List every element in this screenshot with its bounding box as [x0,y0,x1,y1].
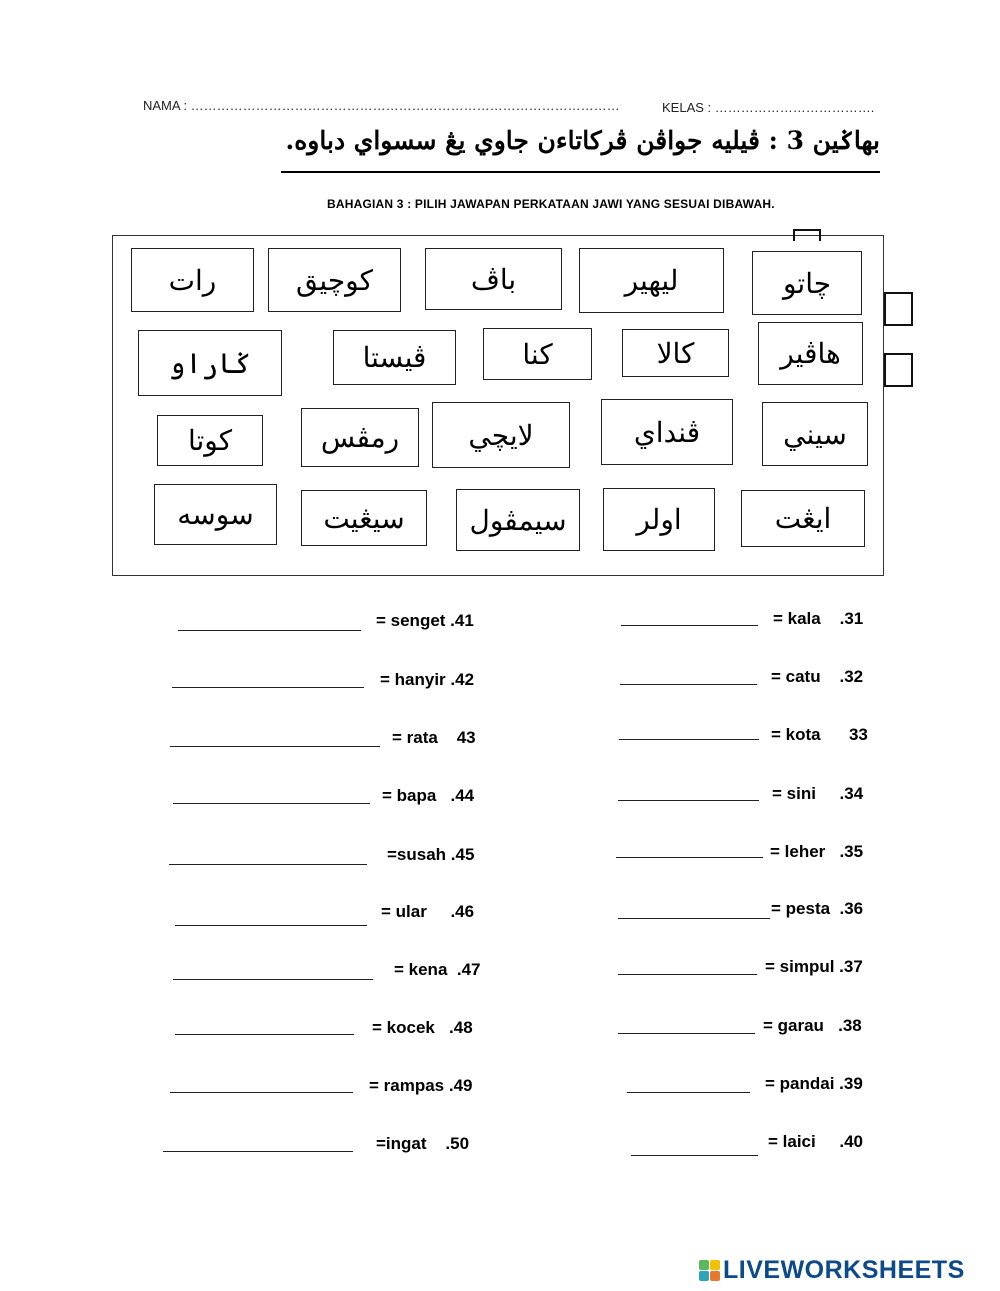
word-bank-item: چاتو [752,251,862,315]
word-bank-item: سيني [762,402,868,466]
question-50: =ingat .50 [376,1134,470,1153]
question-32: = catu .32 [771,667,864,686]
question-45: =susah .45 [387,845,475,864]
answer-input-47[interactable] [173,979,373,980]
word-bank-item: رات [131,248,254,312]
word-bank-item: کالا [622,329,729,377]
question-39: = pandai .39 [765,1074,863,1093]
answer-input-41[interactable] [178,630,361,631]
question-47: = kena .47 [394,960,481,979]
question-48: = kocek .48 [372,1018,473,1037]
question-36: = pesta .36 [771,899,864,918]
answer-input-50[interactable] [163,1151,353,1152]
answer-input-46[interactable] [175,925,367,926]
question-31: = kala .31 [773,609,864,628]
word-bank-item: کنا [483,328,592,380]
liveworksheets-logo-text: LIVEWORKSHEETS [723,1256,965,1284]
question-33: = kota 33 [771,725,868,744]
answer-input-45[interactable] [169,864,367,865]
word-bank-item: سوسه [154,484,277,545]
question-46: = ular .46 [381,902,475,921]
word-bank-item: کوچيق [268,248,401,312]
word-bank-item: لايچي [432,402,570,468]
answer-input-31[interactable] [621,625,758,626]
word-bank-item: سيمڤول [456,489,580,551]
word-bank-item: ڤنداي [601,399,733,465]
answer-input-44[interactable] [173,803,370,804]
word-bank-item: ليهير [579,248,724,313]
word-bank-item: ݢاراو [138,330,282,396]
word-bank-item: هاڤير [758,322,863,385]
instructions-subtitle: BAHAGIAN 3 : PILIH JAWAPAN PERKATAAN JAWI YANG SESUAI DIBAWAH. [327,197,775,211]
question-41: = senget .41 [376,611,474,630]
answer-input-34[interactable] [618,800,759,801]
answer-input-42[interactable] [172,687,364,688]
answer-input-38[interactable] [618,1033,755,1034]
liveworksheets-logo [699,1256,965,1285]
word-bank-item: ايڠت [741,490,865,547]
answer-input-43[interactable] [170,746,380,747]
liveworksheets-logo-icon [699,1260,720,1281]
answer-input-32[interactable] [620,684,757,685]
checkbox-square [793,229,821,241]
answer-input-37[interactable] [618,974,757,975]
question-40: = laici .40 [768,1132,863,1151]
word-bank-item: باڤ [425,248,562,310]
answer-input-49[interactable] [170,1092,353,1093]
title-underline [281,171,880,173]
question-49: = rampas .49 [369,1076,473,1095]
question-34: = sini .34 [772,784,864,803]
answer-input-35[interactable] [616,857,763,858]
answer-input-36[interactable] [618,918,770,919]
question-43: = rata 43 [392,728,476,747]
answer-input-48[interactable] [175,1034,354,1035]
checkbox-square [884,292,913,326]
question-44: = bapa .44 [382,786,475,805]
word-bank-item: رمڤس [301,408,419,467]
name-field-label: NAMA : ……………………………………………………………………………………… [143,98,620,113]
question-42: = hanyir .42 [380,670,475,689]
page-title-jawi: بهاݢين 3 : ڤيليه جواڤن ڤركاتاءن جاوي يڠ سسواي دباوه. [285,126,880,155]
checkbox-square [884,353,913,387]
question-35: = leher .35 [770,842,864,861]
word-bank-item: ڤيستا [333,330,456,385]
word-bank-item: کوتا [157,415,263,466]
word-bank-item: اولر [603,488,715,551]
answer-input-40[interactable] [631,1155,758,1156]
question-38: = garau .38 [763,1016,862,1035]
answer-input-33[interactable] [619,739,759,740]
class-field-label: KELAS : ………………………………. [662,100,875,115]
word-bank-item: سيڠيت [301,490,427,546]
answer-input-39[interactable] [627,1092,750,1093]
question-37: = simpul .37 [765,957,863,976]
